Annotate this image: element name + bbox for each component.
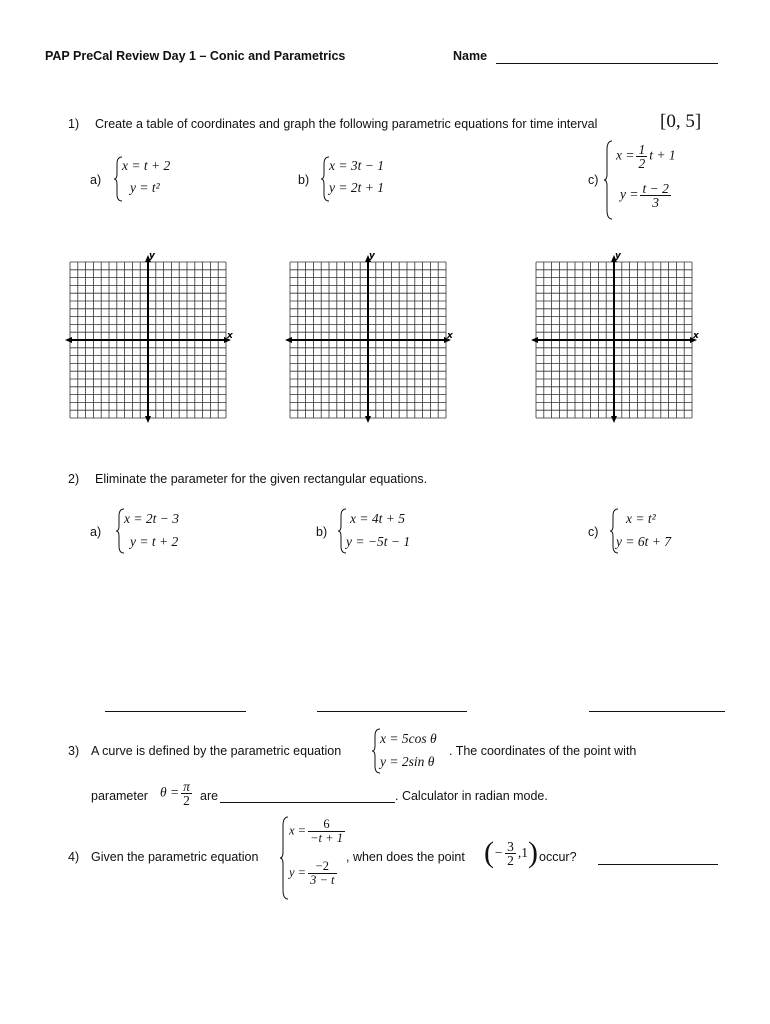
q3-pi: π (183, 779, 190, 794)
q4-end-text: occur? (539, 850, 577, 864)
right-paren: ) (528, 836, 538, 869)
q2b-y-equation: y = −5t − 1 (346, 534, 411, 549)
q4-prompt: Given the parametric equation (91, 850, 259, 864)
y-axis-label: y (615, 251, 621, 261)
q2a-label: a) (90, 525, 102, 539)
down-arrow-icon (145, 416, 151, 423)
q4-x-equation (289, 818, 347, 845)
q2b-answer-blank[interactable] (317, 711, 467, 712)
left-arrow-icon (531, 337, 538, 343)
q1c-y-fraction (640, 182, 670, 209)
q1c-x-num: 1 (638, 142, 646, 157)
worksheet-title: PAP PreCal Review Day 1 – Conic and Parametrics (45, 49, 346, 63)
name-label: Name (453, 49, 488, 63)
q1-number: 1) (68, 117, 80, 131)
q2c-x-equation: x = t² (626, 511, 656, 526)
q4-y-fraction (308, 860, 336, 887)
q1c-system (604, 140, 694, 220)
q4-y-equation (289, 860, 339, 887)
q1c-x-fraction (636, 143, 647, 170)
q4-y-den: 3 − t (310, 873, 335, 887)
q2c-y-equation: y = 6t + 7 (616, 534, 671, 549)
q1c-x-den: 2 (638, 156, 646, 171)
q4-x-lhs: x = (289, 823, 307, 838)
q3-param-label: parameter (91, 789, 148, 803)
graph-grid-a[interactable] (66, 250, 232, 412)
q4-pt-num: 3 (507, 838, 514, 854)
q1b-system (321, 156, 411, 202)
q1-prompt: Create a table of coordinates and graph the following parametric equations for time interval (95, 117, 598, 131)
brace-icon (604, 140, 614, 220)
q3-theta-fraction (181, 780, 192, 807)
q3-system (372, 728, 452, 774)
q4-y-lhs: y = (289, 865, 307, 880)
q3-theta-equation (160, 780, 194, 807)
left-paren: ( (484, 836, 494, 869)
q1c-y-num: t − 2 (642, 181, 669, 196)
q2a-y-equation: y = t + 2 (130, 534, 179, 549)
x-axis-label: x (227, 331, 233, 341)
q2-number: 2) (68, 472, 80, 486)
q2b-x-equation: x = 4t + 5 (350, 511, 405, 526)
q2-prompt: Eliminate the parameter for the given rectangular equations. (95, 472, 428, 486)
q2b-label: b) (316, 525, 328, 539)
y-axis-label: y (369, 251, 375, 261)
q3-theta-lhs: θ = (160, 784, 180, 800)
q1c-y-equation (620, 182, 673, 209)
q3-are-text: are (200, 789, 219, 803)
y-axis-label: y (149, 251, 155, 261)
q4-system (280, 816, 355, 900)
left-arrow-icon (65, 337, 72, 343)
down-arrow-icon (365, 416, 371, 423)
q2a-x-equation: x = 2t − 3 (124, 511, 179, 526)
down-arrow-icon (611, 416, 617, 423)
x-axis-label: x (447, 331, 453, 341)
q1b-y-equation: y = 2t + 1 (329, 180, 384, 195)
q1a-label: a) (90, 173, 102, 187)
q4-x-den: −t + 1 (310, 831, 343, 845)
q2a-system (116, 508, 206, 554)
q3-number: 3) (68, 744, 80, 758)
q3-two: 2 (183, 793, 190, 808)
q3-y-equation: y = 2sin θ (380, 754, 435, 769)
q4-pt-den: 2 (507, 852, 514, 868)
q3-prompt: A curve is defined by the parametric equation (91, 744, 342, 758)
q4-pt-sign: − (494, 845, 504, 860)
q4-x-fraction (308, 818, 345, 845)
q4-point (484, 836, 538, 870)
graph-grid-c[interactable] (532, 250, 698, 412)
q3-answer-blank[interactable] (220, 802, 395, 803)
q1a-y-equation: y = t² (130, 180, 160, 195)
q2c-answer-blank[interactable] (589, 711, 725, 712)
name-blank[interactable] (496, 63, 718, 64)
q2b-system (338, 508, 428, 554)
q4-mid-text: , when does the point (346, 850, 465, 864)
q1c-y-lhs: y = (620, 186, 639, 202)
q3-x-equation: x = 5cos θ (380, 731, 437, 746)
q1b-x-equation: x = 3t − 1 (329, 158, 384, 173)
q1c-label: c) (588, 173, 599, 187)
q2c-system (610, 508, 690, 554)
q1a-x-equation: x = t + 2 (122, 158, 171, 173)
q4-pt-fraction (505, 840, 516, 867)
left-arrow-icon (285, 337, 292, 343)
q4-y-num: −2 (308, 860, 336, 874)
q1b-label: b) (298, 173, 310, 187)
q1-interval: [0, 5] (660, 111, 702, 132)
q1c-x-equation (616, 143, 676, 170)
q2a-answer-blank[interactable] (105, 711, 246, 712)
q3-end-text: . Calculator in radian mode. (395, 789, 548, 803)
q1c-x-rest: t + 1 (649, 147, 676, 163)
q4-answer-blank[interactable] (598, 864, 718, 865)
q4-number: 4) (68, 850, 80, 864)
q1a-system (114, 156, 194, 202)
graph-grid-b[interactable] (286, 250, 452, 412)
q1c-x-lhs: x = (616, 147, 635, 163)
q2c-label: c) (588, 525, 599, 539)
q4-pt-rest: ,1 (517, 845, 528, 860)
q3-after-text: . The coordinates of the point with (449, 744, 637, 758)
x-axis-label: x (693, 331, 699, 341)
q4-x-num: 6 (308, 818, 345, 832)
q1c-y-den: 3 (652, 195, 660, 210)
